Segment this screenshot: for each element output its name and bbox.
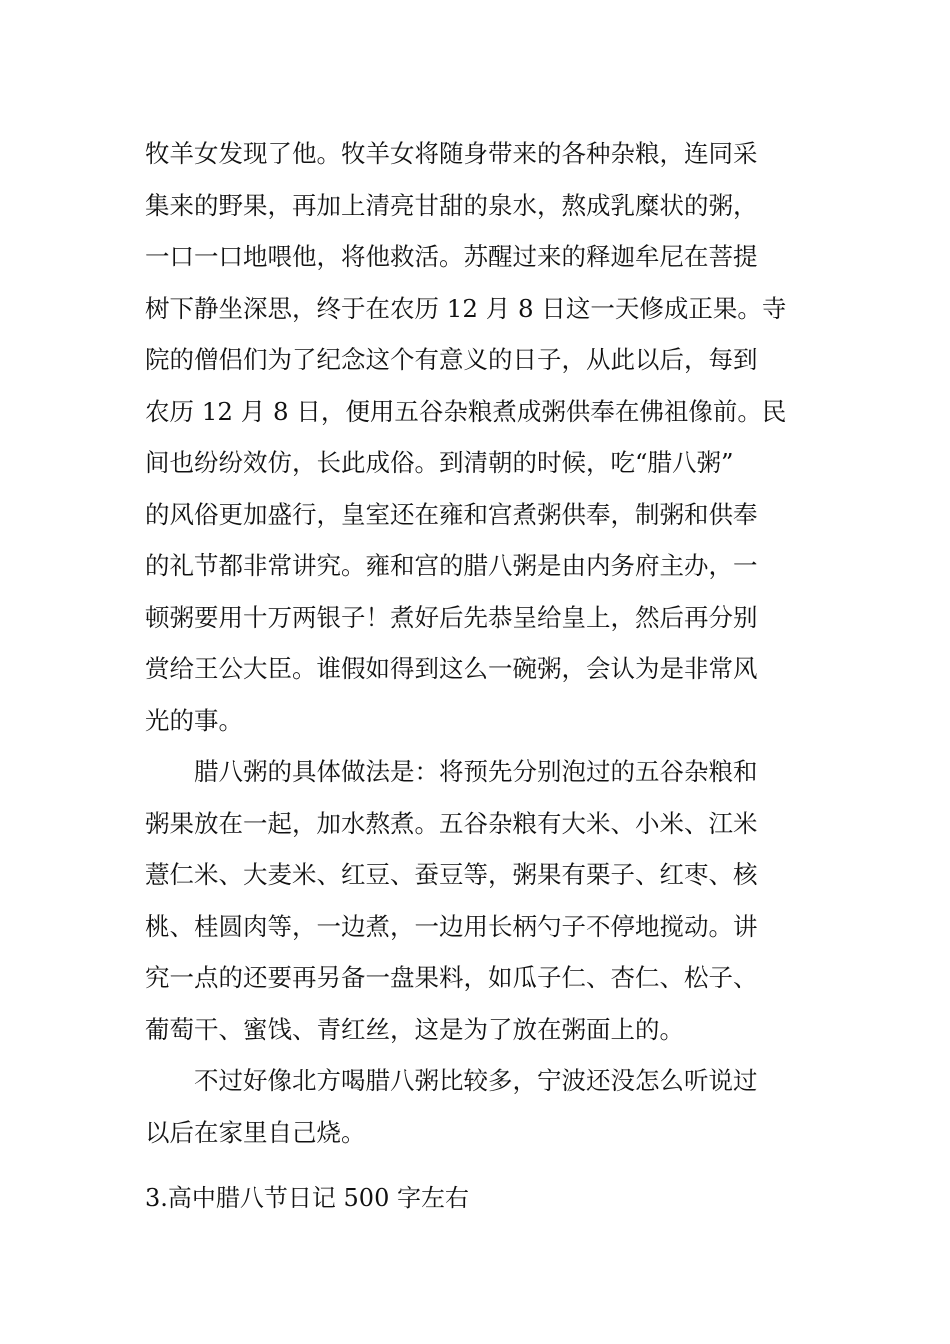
paragraph-3 [145, 1055, 810, 1158]
body-text [145, 128, 810, 1158]
text-line: 葡萄干、蜜饯、青红丝，这是为了放在粥面上的。 [145, 1014, 684, 1044]
text-line: 粥果放在一起，加水熬煮。五谷杂粮有大米、小米、江米 [145, 808, 758, 838]
paragraph-1 [145, 128, 810, 746]
text-line: 不过好像北方喝腊八粥比较多，宁波还没怎么听说过 [194, 1066, 758, 1095]
text-line: 集来的野果，再加上清亮甘甜的泉水，熬成乳糜状的粥， [145, 190, 758, 220]
text-line: 间也纷纷效仿，长此成俗。到清朝的时候，吃“腊八粥” [145, 448, 734, 477]
section-heading: 3.高中腊八节日记 500 字左右 [145, 1184, 469, 1212]
paragraph-2 [145, 746, 810, 1055]
text-line: 的风俗更加盛行，皇室还在雍和宫煮粥供奉，制粥和供奉 [145, 499, 758, 529]
text-line: 赏给王公大臣。谁假如得到这么一碗粥，会认为是非常风 [145, 654, 758, 683]
text-line: 腊八粥的具体做法是：将预先分别泡过的五谷杂粮和 [194, 757, 758, 786]
text-line: 牧羊女发现了他。牧羊女将随身带来的各种杂粮，连同采 [145, 139, 758, 168]
text-line: 究一点的还要再另备一盘果料，如瓜子仁、杏仁、松子、 [145, 963, 758, 992]
text-line: 顿粥要用十万两银子！煮好后先恭呈给皇上，然后再分别 [145, 602, 758, 632]
text-line: 桃、桂圆肉等，一边煮，一边用长柄勺子不停地搅动。讲 [145, 911, 758, 941]
text-line: 院的僧侣们为了纪念这个有意义的日子，从此以后，每到 [145, 345, 758, 374]
text-line: 的礼节都非常讲究。雍和宫的腊八粥是由内务府主办，一 [145, 551, 758, 580]
text-line: 一口一口地喂他，将他救活。苏醒过来的释迦牟尼在菩提 [145, 242, 758, 271]
text-line: 以后在家里自己烧。 [145, 1117, 366, 1147]
text-line: 光的事。 [145, 705, 243, 735]
text-line: 薏仁米、大麦米、红豆、蚕豆等，粥果有栗子、红枣、核 [145, 860, 758, 889]
text-line: 农历 12 月 8 日，便用五谷杂粮煮成粥供奉在佛祖像前。民 [145, 396, 787, 426]
text-line: 树下静坐深思，终于在农历 12 月 8 日这一天修成正果。寺 [145, 293, 787, 323]
